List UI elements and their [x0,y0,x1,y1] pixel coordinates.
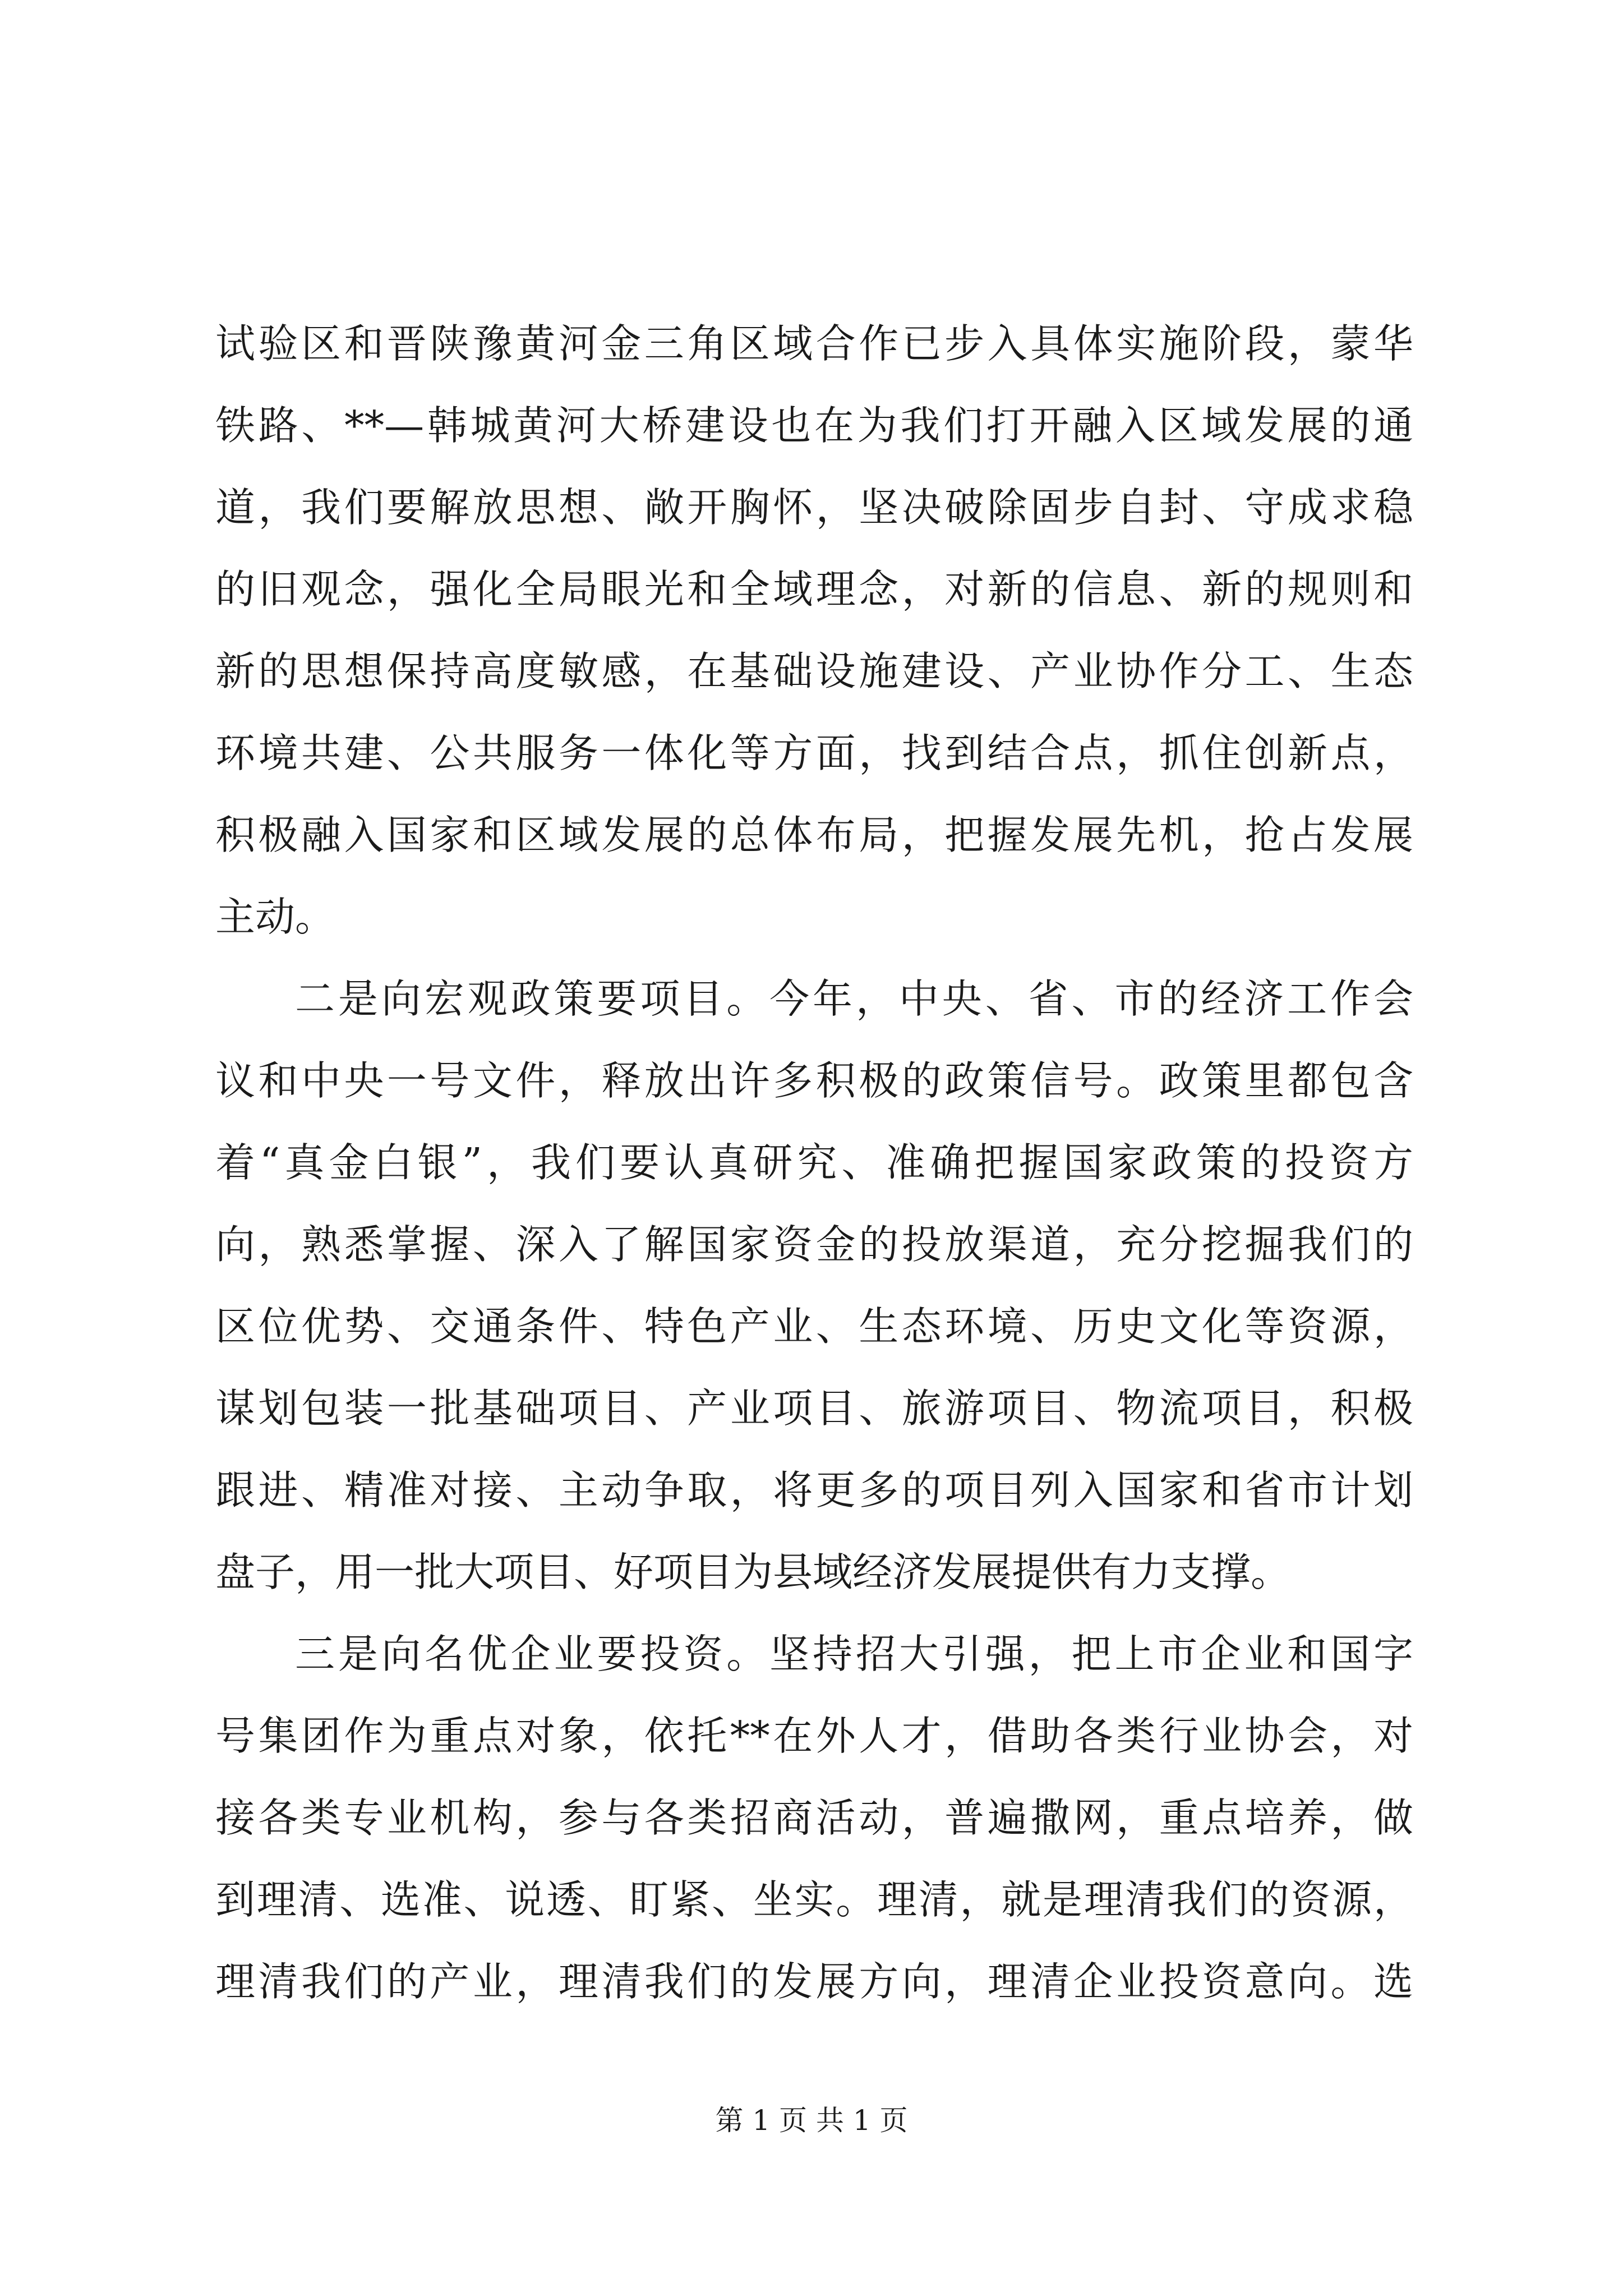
text-line: 号集团作为重点对象，依托**在外人才，借助各类行业协会，对 [215,1713,1413,1759]
text-line: 跟进、精准对接、主动争取，将更多的项目列入国家和省市计划 [215,1467,1413,1513]
text-line: 积极融入国家和区域发展的总体布局，把握发展先机，抢占发展 [215,812,1413,858]
text-line: 的旧观念，强化全局眼光和全域理念，对新的信息、新的规则和 [215,566,1413,613]
text-line: 理清我们的产业，理清我们的发展方向，理清企业投资意向。选 [215,1958,1413,2005]
text-line: 铁路、**—韩城黄河大桥建设也在为我们打开融入区域发展的通 [215,402,1413,449]
text-line: 向，熟悉掌握、深入了解国家资金的投放渠道，充分挖掘我们的 [215,1221,1413,1268]
page-footer: 第 1 页 共 1 页 [715,2104,908,2137]
text-line: 到理清、选准、说透、盯紧、坐实。理清，就是理清我们的资源， [215,1876,1413,1923]
text-line: 接各类专业机构，参与各类招商活动，普遍撒网，重点培养，做 [215,1795,1413,1841]
text-line: 道，我们要解放思想、敞开胸怀，坚决破除固步自封、守成求稳 [215,484,1413,531]
text-line: 新的思想保持高度敏感，在基础设施建设、产业协作分工、生态 [215,648,1413,694]
text-line: 议和中央一号文件，释放出许多积极的政策信号。政策里都包含 [215,1057,1413,1104]
text-line: 区位优势、交通条件、特色产业、生态环境、历史文化等资源， [215,1303,1413,1350]
text-line: 谋划包装一批基础项目、产业项目、旅游项目、物流项目，积极 [215,1385,1413,1432]
text-line: 主动。 [215,894,335,940]
text-line: 着“真金白银”，我们要认真研究、准确把握国家政策的投资方 [215,1139,1413,1186]
text-line: 环境共建、公共服务一体化等方面，找到结合点，抓住创新点， [215,730,1413,776]
text-line: 试验区和晋陕豫黄河金三角区域合作已步入具体实施阶段，蒙华 [215,320,1413,367]
paragraph-first-line: 三是向名优企业要投资。坚持招大引强，把上市企业和国字 [295,1631,1413,1677]
text-line: 盘子，用一批大项目、好项目为县域经济发展提供有力支撑。 [215,1549,1291,1595]
paragraph-first-line: 二是向宏观政策要项目。今年，中央、省、市的经济工作会 [295,976,1413,1022]
